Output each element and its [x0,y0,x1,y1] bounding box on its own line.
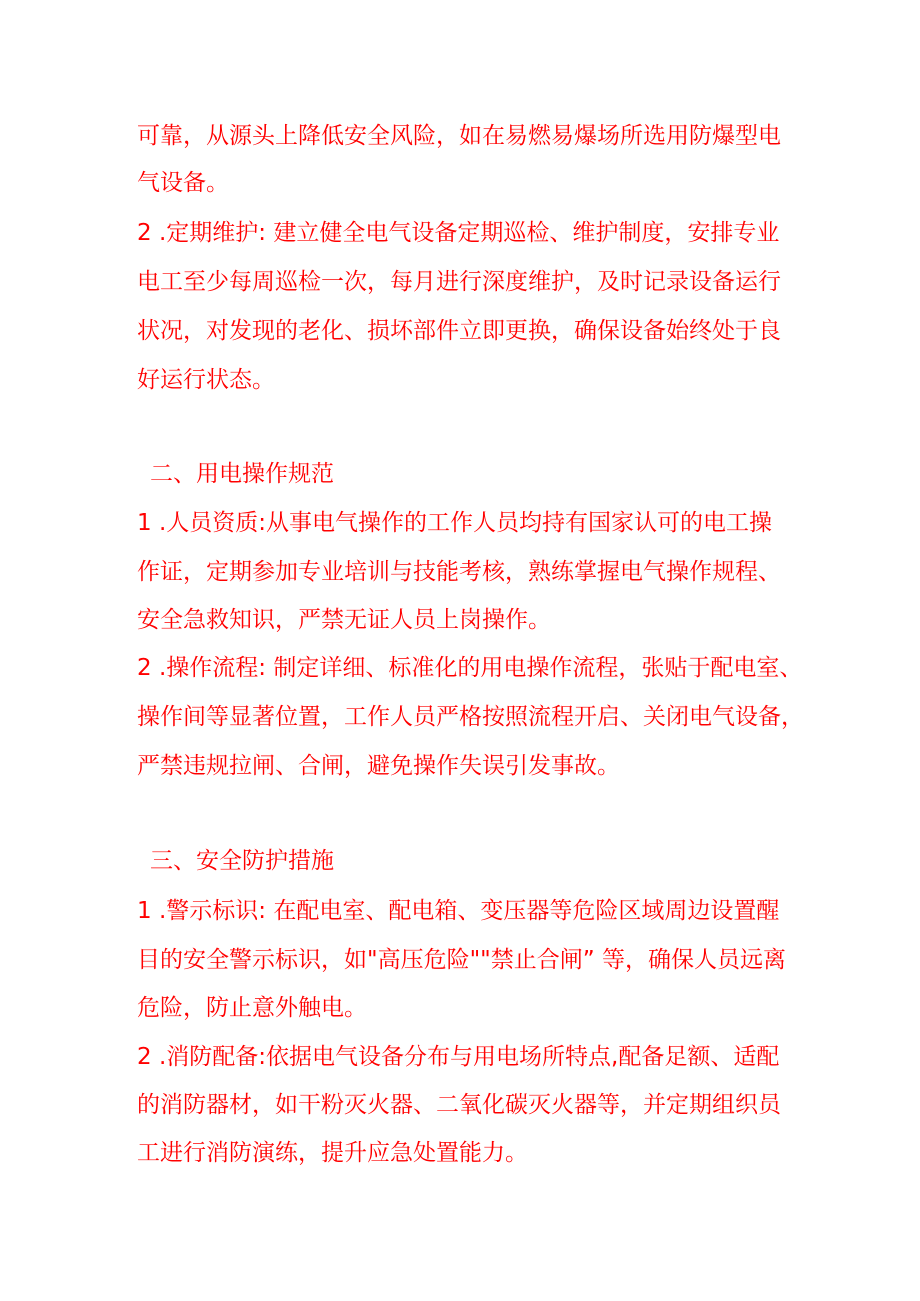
paragraph-line: 1 .人员资质:从事电气操作的工作人员均持有国家认可的电工操 [137,510,773,536]
paragraph-line: 2 .操作流程: 制定详细、标准化的用电操作流程，张贴于配电室、 [137,655,803,681]
paragraph-line: 气设备。 [137,170,229,196]
paragraph-line: 2 .定期维护: 建立健全电气设备定期巡检、维护制度，安排专业 [137,220,780,246]
paragraph-line: 电工至少每周巡检一次，每月进行深度维护，及时记录设备运行 [137,269,781,295]
paragraph-line: 1 .警示标识: 在配电室、配电箱、变压器等危险区域周边设置醒 [137,898,780,924]
paragraph-line: 2 .消防配备:依据电气设备分布与用电场所特点,配备足额、适配 [137,1044,780,1070]
paragraph-line: 的消防器材，如干粉灭火器、二氧化碳灭火器等，并定期组织员 [137,1092,781,1118]
section-heading: 三、安全防护措施 [150,848,334,874]
paragraph-line: 严禁违规拉闸、合闸，避免操作失误引发事故。 [137,753,620,779]
paragraph-line: 可靠，从源头上降低安全风险，如在易燃易爆场所选用防爆型电 [137,123,781,149]
paragraph-line: 好运行状态。 [137,367,275,393]
paragraph-line: 状况，对发现的老化、损坏部件立即更换，确保设备始终处于良 [137,318,781,344]
paragraph-line: 危险，防止意外触电。 [137,995,367,1021]
paragraph-line: 工进行消防演练，提升应急处置能力。 [137,1140,528,1166]
paragraph-line: 安全急救知识，严禁无证人员上岗操作。 [137,607,551,633]
paragraph-line: 操作间等显著位置，工作人员严格按照流程开启、关闭电气设备， [137,704,804,730]
paragraph-line: 作证，定期参加专业培训与技能考核，熟练掌握电气操作规程、 [137,559,781,585]
paragraph-line: 目的安全警示标识，如"高压危险""禁止合闸” 等，确保人员远离 [137,947,786,973]
section-heading: 二、用电操作规范 [150,461,334,487]
